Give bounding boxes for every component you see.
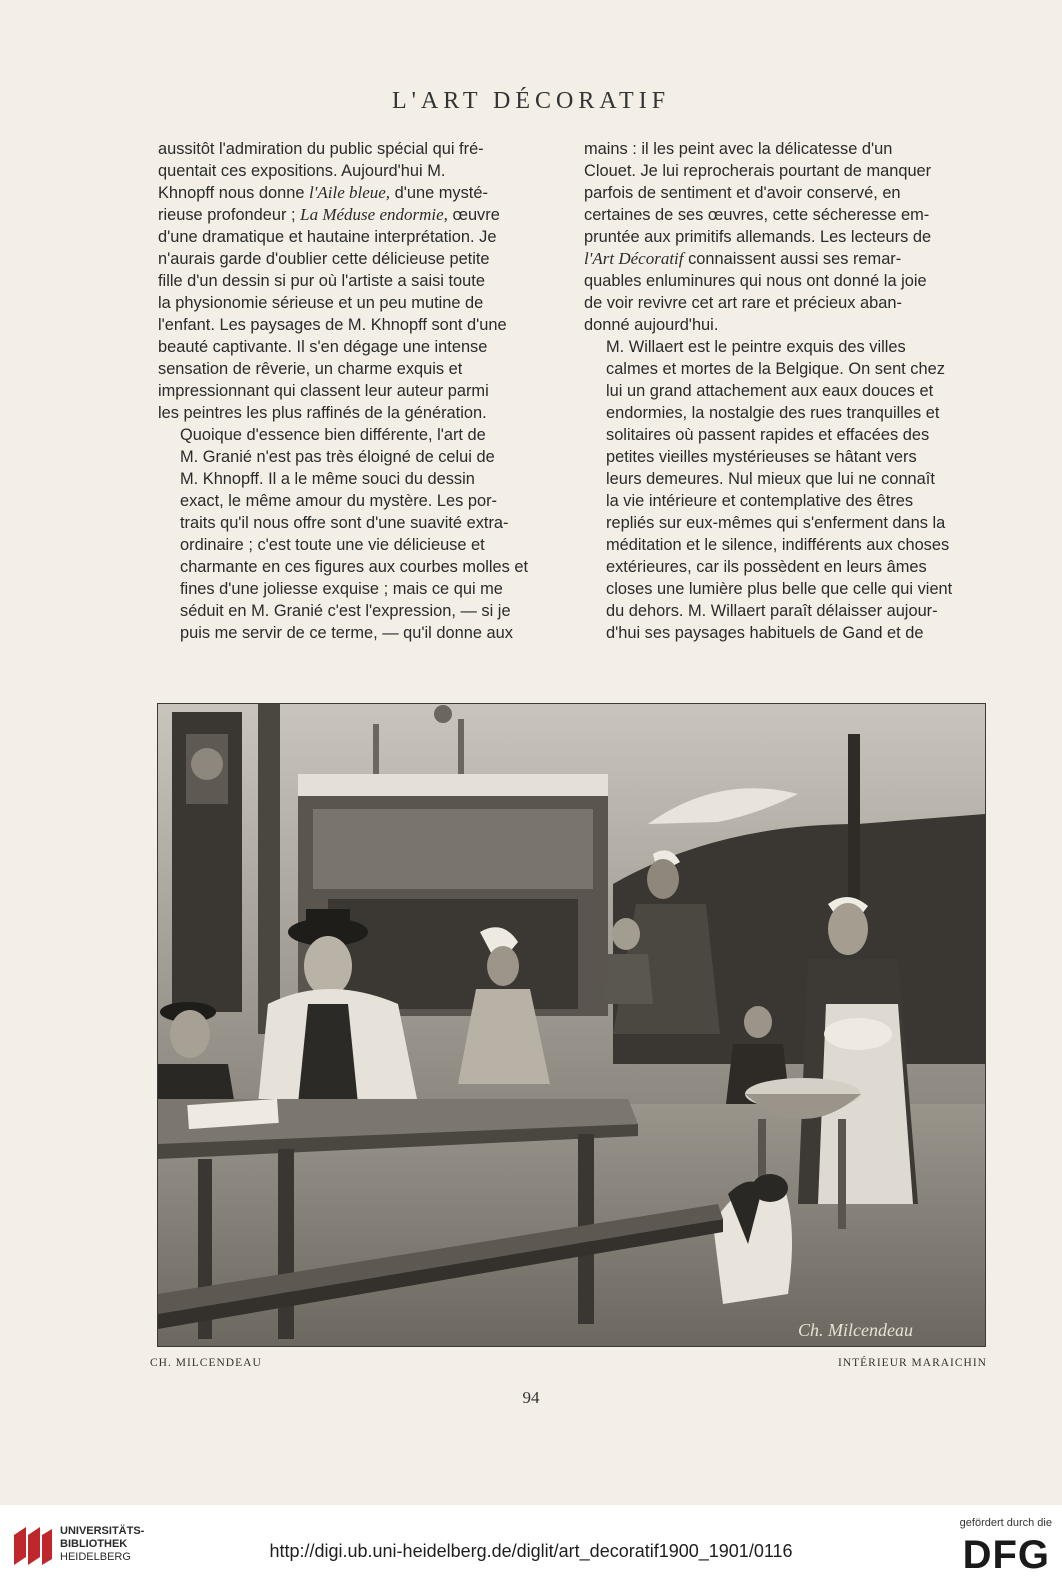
text-line: repliés sur eux-mêmes qui s'enferment dans la [606, 514, 946, 532]
text-line: M. Khnopff. Il a le même souci du dessin [180, 470, 475, 488]
text-line: M. Willaert est le peintre exquis des villes [606, 338, 906, 356]
text-line [158, 204, 558, 226]
text-line: du dehors. M. Willaert paraît délaisser aujour- [606, 602, 938, 620]
text-span: œuvre [447, 206, 500, 224]
text-line: M. Granié n'est pas très éloigné de celui de [180, 448, 495, 466]
text-line: n'aurais garde d'oublier cette délicieuse petite [158, 250, 490, 268]
text-line: endormies, la nostalgie des rues tranquilles et [606, 404, 940, 422]
library-line: BIBLIOTHEK [60, 1538, 128, 1550]
permalink[interactable]: http://digi.ub.uni-heidelberg.de/diglit/art_decoratif1900_1901/0116 [269, 1541, 793, 1561]
text-line: aussitôt l'admiration du public spécial qui fré- [158, 140, 484, 158]
text-span: d'une mysté- [390, 184, 488, 202]
left-paragraph-2 [158, 424, 558, 644]
text-line: traits qu'il nous offre sont d'une suavité extra- [180, 514, 509, 532]
caption-artist: CH. MILCENDEAU [150, 1357, 262, 1369]
text-line: la physionomie sérieuse et un peu mutine de [158, 294, 484, 312]
text-line: quables enluminures qui nous ont donné la joie [584, 272, 927, 290]
painter-signature: Ch. Milcendeau [798, 1320, 913, 1340]
work-title-meduse: La Méduse endormie, [300, 205, 448, 224]
text-line: l'enfant. Les paysages de M. Khnopff sont d'une [158, 316, 507, 334]
library-line: HEIDELBERG [60, 1551, 131, 1563]
text-line: méditation et le silence, indifférents aux choses [606, 536, 950, 554]
text-line: extérieures, car ils possèdent en leurs âmes [606, 558, 927, 576]
text-line: ordinaire ; c'est toute une vie délicieuse et [180, 536, 485, 554]
funded-by-note: gefördert durch die [959, 1517, 1052, 1529]
text-line: charmante en ces figures aux courbes molles et [180, 558, 529, 576]
text-line: Quoique d'essence bien différente, l'art de [180, 426, 486, 444]
text-line: donné aujourd'hui. [584, 316, 719, 334]
text-line: parfois de sentiment et d'avoir conservé, en [584, 184, 901, 202]
text-line: certaines de ses œuvres, cette sécheresse em- [584, 206, 930, 224]
text-line [584, 248, 984, 270]
text-line: pruntée aux primitifs allemands. Les lecteurs de [584, 228, 932, 246]
text-line: les peintres les plus raffinés de la génération. [158, 404, 487, 422]
text-line: petites vieilles mystérieuses se hâtant vers [606, 448, 917, 466]
running-title: L'ART DÉCORATIF [391, 88, 671, 114]
right-paragraph-2 [584, 336, 984, 644]
painting-illustration [158, 704, 985, 1346]
text-span: Khnopff nous donne [158, 184, 305, 202]
work-title-aile-bleue: l'Aile bleue, [309, 183, 391, 202]
dfg-logo-icon: DFG [962, 1533, 1050, 1577]
text-line: fille d'un dessin si pur où l'artiste a saisi toute [158, 272, 485, 290]
caption-title: INTÉRIEUR MARAICHIN [837, 1357, 987, 1369]
right-paragraph-1 [584, 138, 984, 336]
left-column [158, 138, 558, 644]
text-line: séduit en M. Granié c'est l'expression, — si je [180, 602, 511, 620]
digitization-footer [0, 1505, 1062, 1582]
text-line: beauté captivante. Il s'en dégage une intense [158, 338, 488, 356]
library-line: UNIVERSITÄTS- [60, 1525, 145, 1537]
text-line: exact, le même amour du mystère. Les por- [180, 492, 498, 510]
text-line: d'hui ses paysages habituels de Gand et de [606, 624, 924, 642]
text-line: d'une dramatique et hautaine interprétation. Je [158, 228, 497, 246]
text-line: Clouet. Je lui reprocherais pourtant de manquer [584, 162, 932, 180]
painting-plate [157, 703, 986, 1347]
text-line: mains : il les peint avec la délicatesse d'un [584, 140, 893, 158]
text-line: leurs demeures. Nul mieux que lui ne connaît [606, 470, 935, 488]
left-paragraph-1 [158, 138, 558, 424]
text-line: calmes et mortes de la Belgique. On sent chez [606, 360, 945, 378]
right-column [584, 138, 984, 644]
text-line: fines d'une joliesse exquise ; mais ce qui me [180, 580, 503, 598]
text-line: solitaires où passent rapides et effacées des [606, 426, 930, 444]
page-number: 94 [522, 1388, 540, 1407]
text-line: sensation de rêverie, un charme exquis et [158, 360, 463, 378]
text-line: impressionnant qui classent leur auteur parmi [158, 382, 489, 400]
text-span: connaissent aussi ses remar- [688, 250, 902, 268]
text-line: closes une lumière plus belle que celle qui vient [606, 580, 953, 598]
clock [172, 704, 280, 1034]
text-line: quentait ces expositions. Aujourd'hui M. [158, 162, 446, 180]
text-line: la vie intérieure et contemplative des êtres [606, 492, 914, 510]
text-line [158, 182, 558, 204]
magazine-title: l'Art Décoratif [584, 249, 684, 268]
text-line: de voir revivre cet art rare et précieux aban- [584, 294, 902, 312]
text-span: rieuse profondeur ; [158, 206, 301, 224]
text-line: puis me servir de ce terme, — qu'il donne aux [180, 624, 513, 642]
text-line: lui un grand attachement aux eaux douces et [606, 382, 934, 400]
